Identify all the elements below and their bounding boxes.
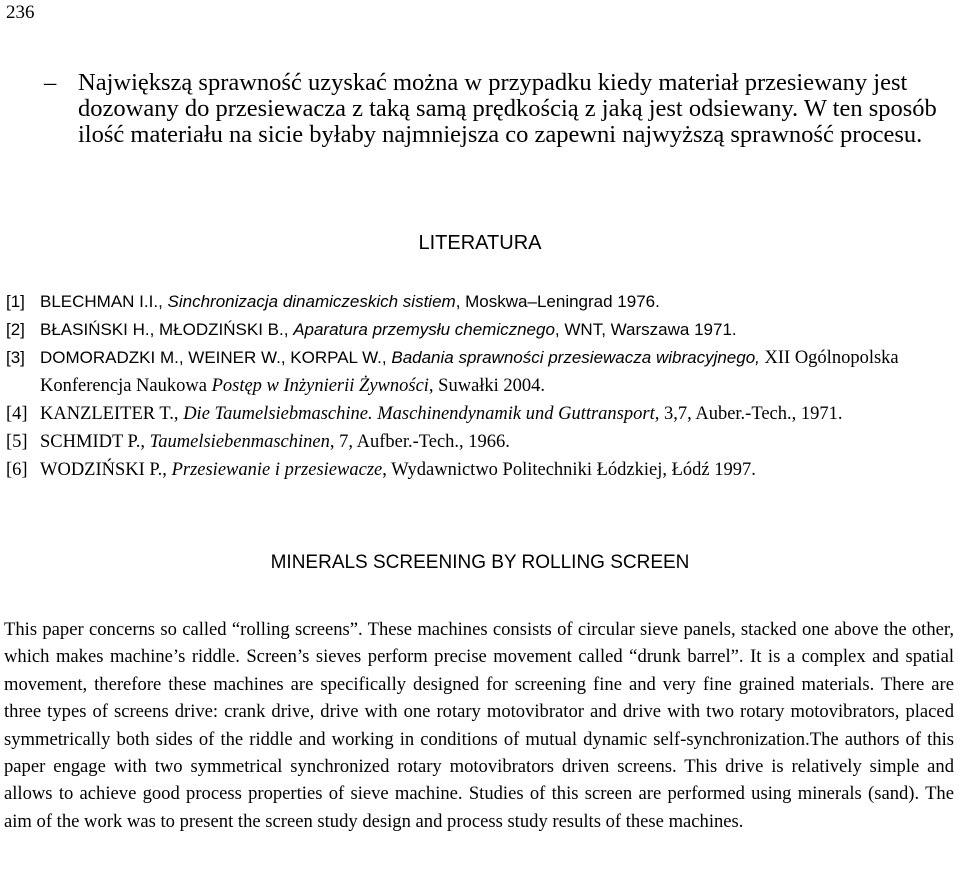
reference-authors: DOMORADZKI M., WEINER W., KORPAL W., <box>40 348 392 367</box>
bullet-dash: – <box>44 69 57 96</box>
reference-details: XII Ogólnopolska Konferencja Naukowa <box>40 348 899 396</box>
reference-item <box>6 316 958 344</box>
reference-title: Badania sprawności przesiewacza wibracyjnego, <box>391 348 760 367</box>
reference-number: [5] <box>6 432 28 452</box>
reference-details: , 7, Aufber.-Tech., 1966. <box>329 432 510 452</box>
reference-authors: SCHMIDT P., <box>40 432 150 452</box>
abstract-paragraph <box>4 616 954 835</box>
reference-item <box>6 428 958 456</box>
reference-item <box>6 456 958 484</box>
reference-authors: BLECHMAN I.I., <box>40 292 168 311</box>
reference-details: , Suwałki 2004. <box>428 376 546 396</box>
conclusion-bullet <box>44 70 944 148</box>
reference-number: [3] <box>6 348 25 367</box>
literatura-heading: LITERATURA <box>418 232 542 254</box>
reference-title: Die Taumelsiebmaschine. Maschinendynamik und Guttransport <box>183 404 655 424</box>
reference-details: , Moskwa–Leningrad 1976. <box>455 292 660 311</box>
bullet-text: Największą sprawność uzyskać można w przypadku kiedy materiał przesiewany jest dozowany do przesiewacza z taką samą prędkością z jaką jest odsiewany. W ten sposób ilość materiału na sicie byłaby najmniejsza co zapewni najwyższą sprawność procesu. <box>78 69 937 148</box>
reference-title: Aparatura przemysłu chemicznego <box>293 320 555 339</box>
reference-details: , WNT, Warszawa 1971. <box>554 320 737 339</box>
abstract-text: This paper concerns so called “rolling screens”. These machines consists of circular sieve panels, stacked one above the other, which makes machine’s riddle. Screen’s sieves perform precise movement called “drunk barrel”. It is a complex and spatial movement, therefore these machines are specifically designed for screening fine and very fine grained materials. There are three types of screens drive: crank drive, drive with one rotary motovibrator and drive with two rotary motovibrators, placed symmetrically both sides of the riddle and working in conditions of mutual dynamic self-synchronization.The authors of this paper engage with two symmetrical synchronized rotary motovibrators driven screens. This drive is relatively simple and allows to achieve good process properties of sieve machine. Studies of this screen are performed using minerals (sand). The aim of the work was to present the screen study design and process study results of these machines. <box>4 619 954 832</box>
reference-number: [2] <box>6 320 25 339</box>
reference-authors: WODZIŃSKI P., <box>40 460 172 480</box>
reference-number: [1] <box>6 292 25 311</box>
reference-title: Taumelsiebenmaschinen <box>149 432 330 452</box>
reference-details: , Wydawnictwo Politechniki Łódzkiej, Łódź 1997. <box>382 460 756 480</box>
reference-title: Sinchronizacja dinamiczeskich sistiem <box>167 292 456 311</box>
reference-title: Przesiewanie i przesiewacze <box>171 460 383 480</box>
reference-authors: BŁASIŃSKI H., MŁODZIŃSKI B., <box>40 320 294 339</box>
english-title: MINERALS SCREENING BY ROLLING SCREEN <box>270 552 690 573</box>
reference-list <box>6 288 958 484</box>
page-number: 236 <box>6 2 35 23</box>
reference-number: [4] <box>6 404 28 424</box>
reference-conference-title: Postęp w Inżynierii Żywności <box>211 376 429 396</box>
reference-item <box>6 288 958 316</box>
reference-item <box>6 344 958 400</box>
reference-authors: KANZLEITER T., <box>40 404 184 424</box>
reference-item <box>6 400 958 428</box>
reference-number: [6] <box>6 460 28 480</box>
reference-details: , 3,7, Auber.-Tech., 1971. <box>654 404 843 424</box>
